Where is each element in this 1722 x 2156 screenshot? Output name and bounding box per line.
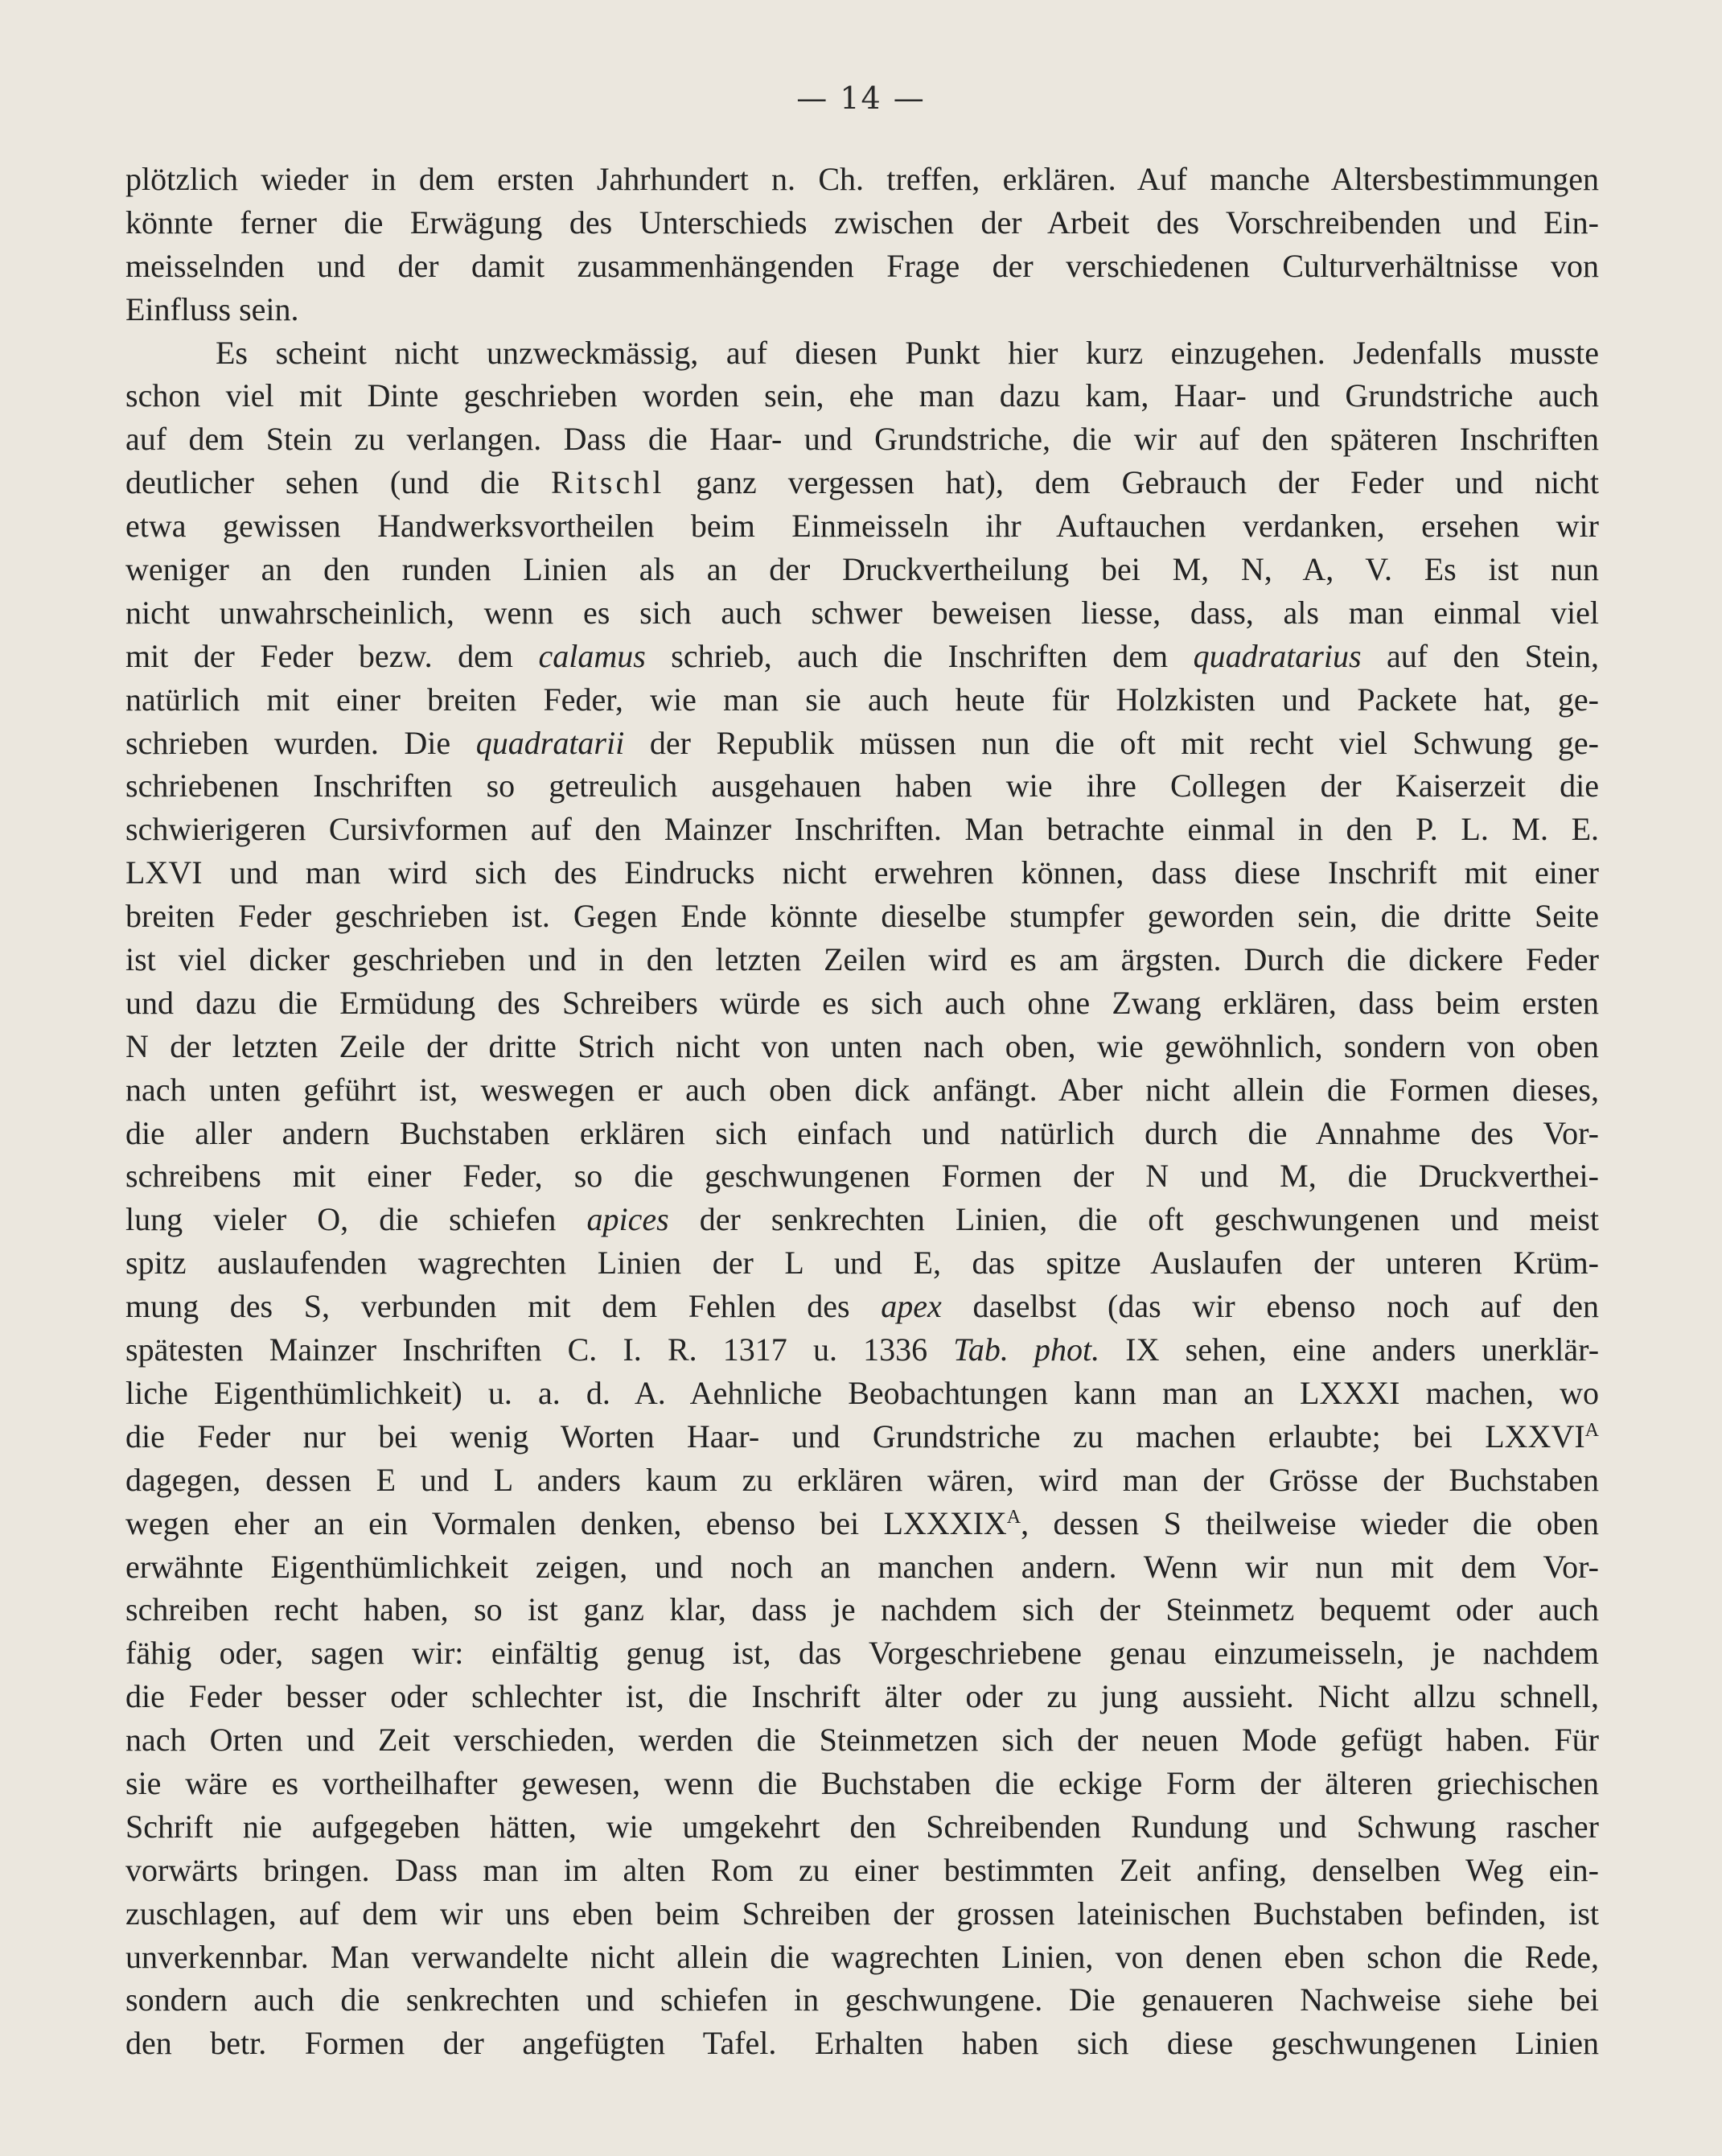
italic-term: quadratarii (475, 724, 625, 761)
text-line: liche Eigenthümlichkeit) u. a. d. A. Aehnliche Beobachtungen kann man an LXXXI machen, wo (125, 1374, 1599, 1411)
text-run: der senkrechten Linien, die oft geschwungenen und meist (668, 1201, 1599, 1238)
text-line: schwierigeren Cursivformen auf den Mainzer Inschriften. Man betrachte einmal in den P. L. M. E. (125, 811, 1599, 848)
text-line: die aller andern Buchstaben erklären sich einfach und natürlich durch die Annahme des Vor- (125, 1114, 1599, 1151)
italic-term: quadratarius (1193, 637, 1362, 674)
text-run: der Republik müssen nun die oft mit recht viel Schwung ge- (624, 724, 1599, 761)
text-run: daselbst (das wir ebenso noch auf den (941, 1288, 1599, 1325)
text-line (125, 1502, 1599, 1545)
text-run: mit der Feder bezw. dem (125, 637, 539, 674)
text-line: LXVI und man wird sich des Eindrucks nicht erwehren können, dass diese Inschrift mit einer (125, 854, 1599, 891)
text-run: schrieben wurden. Die (125, 724, 476, 761)
text-line (125, 1415, 1599, 1459)
text-line: die Feder besser oder schlechter ist, die Inschrift älter oder zu jung aussieht. Nicht allzu schnell, (125, 1678, 1599, 1715)
text-run: wegen eher an ein Vormalen denken, ebenso bei LXXXIX (125, 1504, 1007, 1541)
italic-term: Tab. (953, 1331, 1009, 1368)
text-line: breiten Feder geschrieben ist. Gegen Ende könnte dieselbe stumpfer geworden sein, die dritte Seite (125, 898, 1599, 935)
text-line: schreiben recht haben, so ist ganz klar, dass je nachdem sich der Steinmetz bequemt oder auch (125, 1591, 1599, 1628)
text-line: zuschlagen, auf dem wir uns eben beim Schreiben der grossen lateinischen Buchstaben befinden, ist (125, 1895, 1599, 1932)
text-line: Es scheint nicht unzweckmässig, auf diesen Punkt hier kurz einzugehen. Jedenfalls musste (216, 334, 1599, 371)
text-line (125, 722, 1599, 765)
italic-term: apex (881, 1288, 942, 1325)
text-line (125, 461, 1599, 504)
text-line: plötzlich wieder in dem ersten Jahrhundert n. Ch. treffen, erklären. Auf manche Altersbestimmungen (125, 161, 1599, 197)
text-line: den betr. Formen der angefügten Tafel. Erhalten haben sich diese geschwungenen Linien (125, 2025, 1599, 2062)
page-number: — 14 — (796, 80, 926, 116)
text-line: schriebenen Inschriften so getreulich ausgehauen haben wie ihre Collegen der Kaiserzeit die (125, 767, 1599, 804)
text-line: dagegen, dessen E und L anders kaum zu erklären wären, wird man der Grösse der Buchstaben (125, 1461, 1599, 1498)
text-run: spätesten Mainzer Inschriften C. I. R. 1317 u. 1336 (125, 1331, 954, 1368)
text-run (1009, 1331, 1034, 1368)
text-line: spitz auslaufenden wagrechten Linien der L und E, das spitze Auslaufen der unteren Krüm- (125, 1245, 1599, 1282)
author-name-ritschl: Ritschl (550, 464, 665, 501)
text-line (125, 1285, 1599, 1328)
text-run: , dessen S theilweise wieder die oben (1021, 1504, 1599, 1541)
superscript: A (1584, 1419, 1599, 1441)
italic-term: phot. (1034, 1331, 1100, 1368)
text-line: nach Orten und Zeit verschieden, werden die Steinmetzen sich der neuen Mode gefügt haben. Für (125, 1722, 1599, 1759)
text-run: schrieb, auch die Inschriften dem (645, 637, 1194, 674)
italic-term: calamus (538, 637, 646, 674)
text-run: IX sehen, eine anders unerklär- (1099, 1331, 1599, 1368)
text-line: natürlich mit einer breiten Feder, wie man sie auch heute für Holzkisten und Packete hat, ge- (125, 681, 1599, 718)
body-text (125, 158, 1599, 2065)
text-line: nicht unwahrscheinlich, wenn es sich auch schwer beweisen liesse, dass, als man einmal viel (125, 594, 1599, 631)
italic-term: apices (586, 1201, 669, 1238)
text-line: sondern auch die senkrechten und schiefen in geschwungene. Die genaueren Nachweise siehe bei (125, 1981, 1599, 2018)
text-line: unverkennbar. Man verwandelte nicht allein die wagrechten Linien, von denen eben schon die Rede, (125, 1938, 1599, 1975)
text-line: Schrift nie aufgegeben hätten, wie umgekehrt den Schreibenden Rundung und Schwung rascher (125, 1808, 1599, 1845)
text-line (125, 635, 1599, 678)
text-line: könnte ferner die Erwägung des Unterschieds zwischen der Arbeit des Vorschreibenden und Ein- (125, 204, 1599, 241)
text-line (125, 1328, 1599, 1372)
text-line: auf dem Stein zu verlangen. Dass die Haar- und Grundstriche, die wir auf den späteren Inschriften (125, 421, 1599, 458)
text-line: weniger an den runden Linien als an der Druckvertheilung bei M, N, A, V. Es ist nun (125, 551, 1599, 588)
text-line: nach unten geführt ist, weswegen er auch oben dick anfängt. Aber nicht allein die Formen dieses, (125, 1071, 1599, 1108)
text-line: schon viel mit Dinte geschrieben worden sein, ehe man dazu kam, Haar- und Grundstriche auch (125, 377, 1599, 414)
text-line: meisselnden und der damit zusammenhängenden Frage der verschiedenen Culturverhältnisse von (125, 247, 1599, 284)
text-run: ganz vergessen hat), dem Gebrauch der Feder und nicht (664, 464, 1599, 501)
text-run: die Feder nur bei wenig Worten Haar- und Grundstriche zu machen erlaubte; bei LXXVI (125, 1417, 1585, 1454)
text-line: N der letzten Zeile der dritte Strich nicht von unten nach oben, wie gewöhnlich, sondern von oben (125, 1027, 1599, 1064)
text-line: schreibens mit einer Feder, so die geschwungenen Formen der N und M, die Druckverthei- (125, 1158, 1599, 1195)
text-run: lung vieler O, die schiefen (125, 1201, 587, 1238)
superscript: A (1006, 1506, 1021, 1528)
text-line: vorwärts bringen. Dass man im alten Rom zu einer bestimmten Zeit anfing, denselben Weg ein- (125, 1851, 1599, 1888)
text-line (125, 1198, 1599, 1241)
text-line: erwähnte Eigenthümlichkeit zeigen, und noch an manchen andern. Wenn wir nun mit dem Vor- (125, 1548, 1599, 1585)
text-line: ist viel dicker geschrieben und in den letzten Zeilen wird es am ärgsten. Durch die dickere Feder (125, 941, 1599, 978)
text-line: und dazu die Ermüdung des Schreibers würde es sich auch ohne Zwang erklären, dass beim ersten (125, 984, 1599, 1021)
text-run: deutlicher sehen (und die (125, 464, 551, 501)
text-line: Einfluss sein. (125, 290, 299, 327)
text-line: sie wäre es vortheilhafter gewesen, wenn die Buchstaben die eckige Form der älteren griechischen (125, 1764, 1599, 1801)
text-run: mung des S, verbunden mit dem Fehlen des (125, 1288, 882, 1325)
text-line: etwa gewissen Handwerksvortheilen beim Einmeisseln ihr Auftauchen verdanken, ersehen wir (125, 508, 1599, 545)
text-line: fähig oder, sagen wir: einfältig genug ist, das Vorgeschriebene genau einzumeisseln, je nachdem (125, 1635, 1599, 1672)
text-run: auf den Stein, (1361, 637, 1599, 674)
